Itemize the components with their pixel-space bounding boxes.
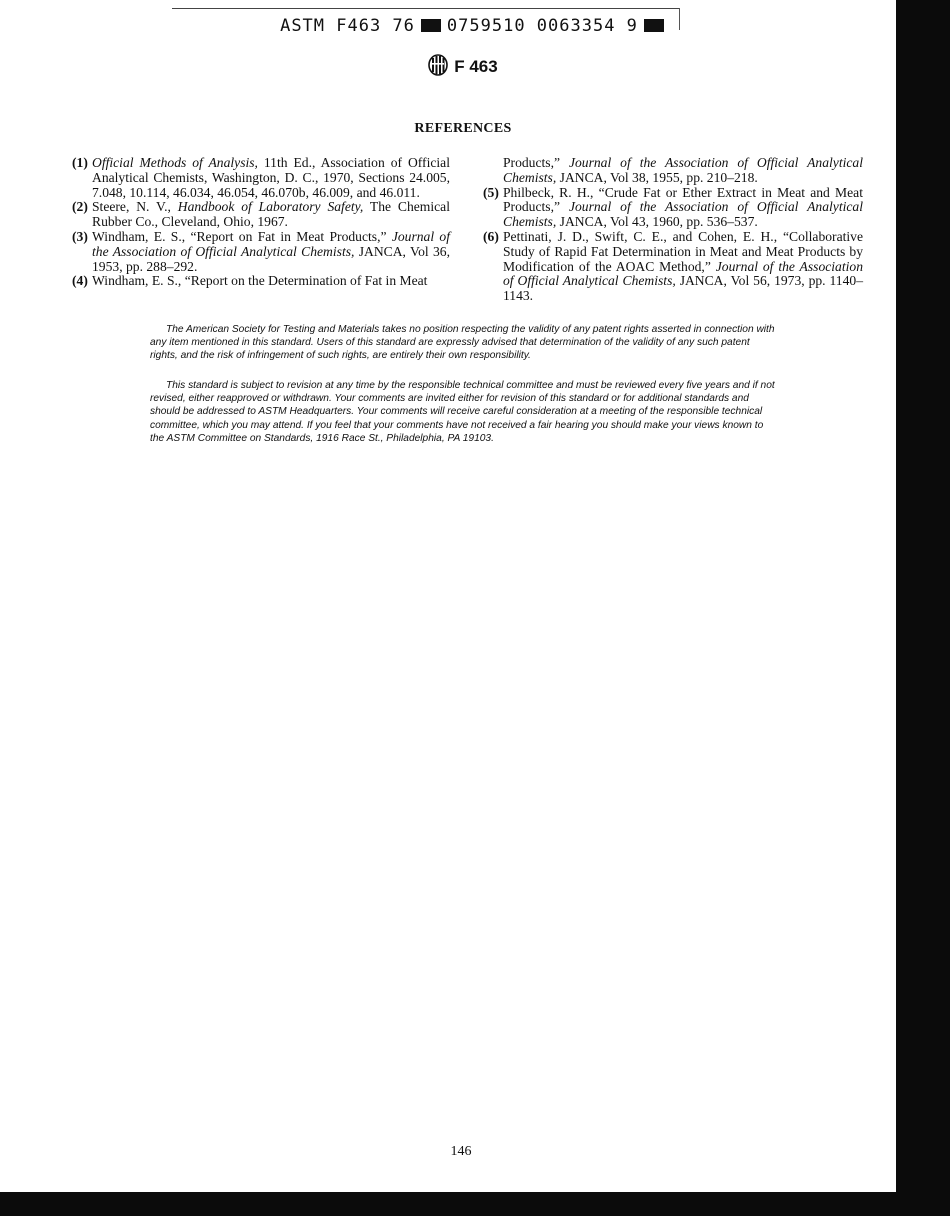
revision-notice	[150, 379, 778, 445]
code-block-mark	[644, 19, 664, 32]
reference-item	[72, 156, 450, 200]
document-code-part-1: ASTM F463 76	[280, 16, 415, 36]
page-number: 146	[450, 1144, 472, 1159]
reference-text: JANCA, Vol 38, 1955, pp. 210–218.	[556, 169, 758, 185]
reference-item	[72, 230, 450, 274]
astm-logo-icon	[428, 54, 448, 81]
reference-italic-text: Journal of the Association of Official Analytical Chemists,	[503, 155, 863, 185]
reference-number: (3)	[72, 228, 88, 244]
references-heading: REFERENCES	[414, 121, 512, 136]
scan-edge-right	[896, 0, 950, 1216]
reference-number: (5)	[483, 184, 499, 200]
reference-item	[72, 274, 450, 289]
reference-text: Philbeck, R. H., “Crude Fat or Ether Extract in Meat and Meat Products,”	[503, 184, 863, 215]
reference-text: Windham, E. S., “Report on the Determination of Fat in Meat	[92, 273, 428, 289]
reference-text: JANCA, Vol 43, 1960, pp. 536–537.	[556, 214, 758, 230]
reference-text: Products,”	[503, 155, 569, 170]
document-code-part-2: 0759510 0063354 9	[446, 16, 638, 36]
reference-text: 11th Ed., Association of Official Analytical Chemists, Washington, D. C., 1970, Sections 24.005, 7.048, 10.114, 46.034, 46.054, 46.070b, 46.009, and 46.011.	[92, 155, 450, 200]
reference-text: The Chemical Rubber Co., Cleveland, Ohio, 1967.	[92, 199, 450, 230]
reference-italic-text: Official Methods of Analysis,	[92, 155, 258, 170]
reference-italic-text: Journal of the Association of Official Analytical Chemists,	[503, 258, 863, 289]
reference-item	[483, 186, 863, 230]
reference-italic-text: Journal of the Association of Official Analytical Chemists,	[92, 228, 450, 259]
top-rule	[172, 8, 680, 9]
reference-text: JANCA, Vol 36, 1953, pp. 288–292.	[92, 243, 450, 274]
reference-number: (2)	[72, 199, 88, 215]
reference-number: (6)	[483, 228, 499, 244]
reference-italic-text: Handbook of Laboratory Safety,	[177, 199, 364, 215]
standard-header	[0, 54, 926, 81]
code-block-mark	[421, 19, 441, 32]
references-left-column	[72, 156, 450, 289]
document-code-line	[0, 16, 950, 36]
standard-designation: F 463	[454, 57, 498, 76]
reference-italic-text: Journal of the Association of Official Analytical Chemists,	[503, 199, 863, 230]
scan-edge-bottom	[0, 1192, 950, 1216]
patent-notice	[150, 323, 778, 363]
reference-number: (4)	[72, 273, 88, 289]
reference-text: Steere, N. V.,	[92, 199, 178, 215]
reference-text: Pettinati, J. D., Swift, C. E., and Cohen, E. H., “Collaborative Study of Rapid Fat Determination in Meat and Meat Products by Modification of the AOAC Method,”	[503, 228, 863, 274]
patent-notice-text: The American Society for Testing and Materials takes no position respecting the validity of any patent rights asserted in connection with any item mentioned in this standard. Users of this standard are expressly advised that determination of the validity of any such patent rights, and the risk of infringement of such rights, are entirely their own responsibility.	[150, 324, 775, 362]
reference-number: (1)	[72, 155, 88, 170]
reference-item	[72, 200, 450, 230]
reference-text: Windham, E. S., “Report on Fat in Meat Products,”	[92, 228, 392, 244]
references-right-column	[483, 156, 863, 304]
revision-notice-text: This standard is subject to revision at any time by the responsible technical committee and must be reviewed every five years and if not revised, either reapproved or withdrawn. Your comments are invited either for revision of this standard or for additional standards and should be addressed to ASTM Headquarters. Your comments will receive careful consideration at a meeting of the responsible technical committee, which you may attend. If you feel that your comments have not received a fair hearing you should make your views known to the ASTM Committee on Standards, 1916 Race St., Philadelphia, PA 19103.	[150, 380, 775, 444]
reference-item	[483, 230, 863, 304]
reference-item	[483, 156, 863, 186]
reference-text: JANCA, Vol 56, 1973, pp. 1140–1143.	[503, 273, 863, 304]
